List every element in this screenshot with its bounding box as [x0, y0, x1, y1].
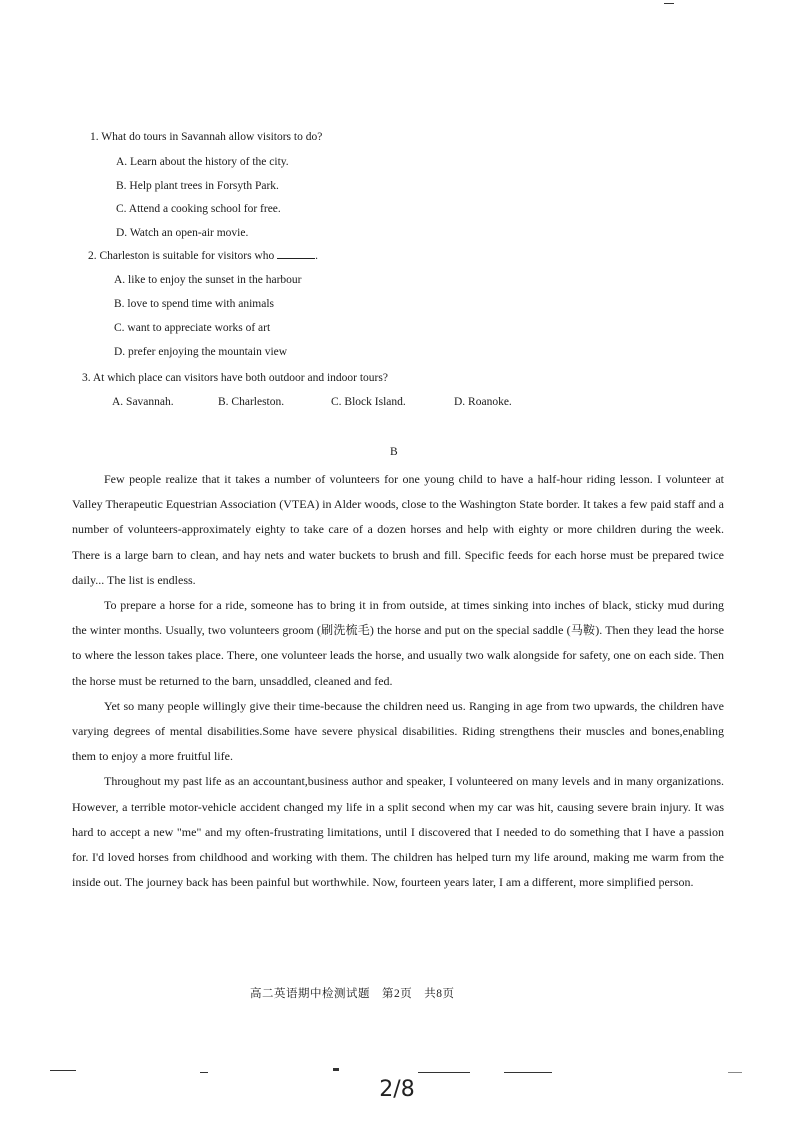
- question-2-option-d: D. prefer enjoying the mountain view: [114, 346, 288, 358]
- question-3-option-d: D. Roanoke.: [454, 396, 512, 408]
- question-2-stem-text: 2. Charleston is suitable for visitors who: [88, 250, 275, 262]
- question-3-option-a: A. Savannah.: [112, 396, 174, 408]
- scan-mark-6: [728, 1072, 742, 1073]
- question-3-stem: 3. At which place can visitors have both outdoor and indoor tours?: [82, 372, 388, 384]
- page-footer: 高二英语期中检测试题 第2页 共8页: [250, 988, 455, 1000]
- scan-mark-4: [418, 1072, 470, 1073]
- scan-mark-3: [333, 1068, 339, 1071]
- question-3-option-c: C. Block Island.: [331, 396, 406, 408]
- scan-mark-1: [50, 1070, 76, 1071]
- question-2-stem-end: .: [315, 250, 318, 262]
- passage-paragraph-1: Few people realize that it takes a number of volunteers for one young child to have a half-hour riding lesson. I volunteer at Valley Therapeutic Equestrian Association (VTEA) in Alder woods, close to the Washington State border. It takes a few paid staff and a number of volunteers-approximately eighty to take care of a dozen horses and help with eighty or more children during the week. There is a large barn to clean, and hay nets and water buckets to brush and fill. Specific feeds for each horse must be prepared twice daily... The list is endless.: [72, 472, 724, 587]
- question-2-stem: [88, 250, 318, 262]
- scan-mark-5: [504, 1072, 552, 1073]
- page-indicator: 2/8: [379, 1077, 415, 1102]
- section-label: B: [390, 446, 398, 458]
- passage-paragraph-2: To prepare a horse for a ride, someone has to bring it in from outside, at times sinking into inches of black, sticky mud during the winter months. Usually, two volunteers groom (刷洗梳毛) the horse and put on the special saddle (马鞍). Then they lead the horse to where the lesson takes place. There, one volunteer leads the horse, and usually two walk alongside for safety, one on each side. Then the horse must be returned to the barn, unsaddled, cleaned and fed.: [72, 598, 724, 688]
- passage-paragraph-3: Yet so many people willingly give their time-because the children need us. Ranging in age from two upwards, the children have varying degrees of mental disabilities.Some have severe physical disabilities. Riding strengthens their muscles and bones,enabling them to enjoy a more fruitful life.: [72, 698, 724, 764]
- passage-paragraph-4: Throughout my past life as an accountant,business author and speaker, I volunteered on many levels and in many organizations. However, a terrible motor-vehicle accident changed my life in a split second when my car was hit, causing severe brain injury. It was hard to accept a new "me" and my often-frustrating limitations, until I discovered that I needed to do something that I have a passion for. I'd loved horses from childhood and working with them. The children has helped turn my life around, making me warm from the inside out. The journey back has been painful but worthwhile. Now, fourteen years later, I am a different, more simplified person.: [72, 774, 724, 890]
- question-2-blank: [277, 257, 315, 259]
- question-1-option-a: A. Learn about the history of the city.: [116, 156, 289, 168]
- question-1-stem: 1. What do tours in Savannah allow visitors to do?: [90, 131, 323, 143]
- question-2-option-b: B. love to spend time with animals: [114, 298, 275, 310]
- question-1-option-c: C. Attend a cooking school for free.: [116, 203, 281, 215]
- reading-passage: [72, 467, 724, 895]
- question-1-option-d: D. Watch an open-air movie.: [116, 227, 249, 239]
- question-2-option-c: C. want to appreciate works of art: [114, 322, 271, 334]
- question-2-option-a: A. like to enjoy the sunset in the harbour: [114, 274, 302, 286]
- scan-mark-top: [664, 3, 674, 4]
- question-1-option-b: B. Help plant trees in Forsyth Park.: [116, 180, 279, 192]
- scan-mark-2: [200, 1072, 208, 1073]
- question-3-option-b: B. Charleston.: [218, 396, 285, 408]
